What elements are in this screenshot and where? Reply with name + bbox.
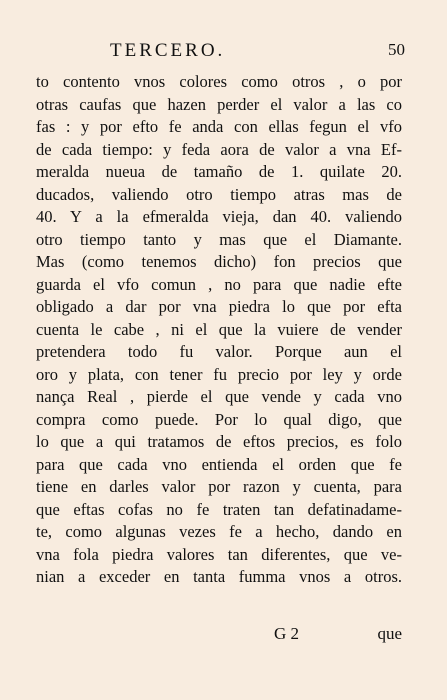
text-line: compra como puede. Por lo qual digo, que [36,409,402,429]
running-head: TERCERO. [110,40,226,61]
text-line: oro y plata, con tener fu precio por ley y orde [36,364,402,384]
text-line: pretendera todo fu valor. Porque aun el [36,342,402,361]
text-line: cuenta le cabe , ni el que la vuiere de vender [36,319,402,339]
text-line: lo que a qui tratamos de eftos precios, es folo [36,432,402,451]
text-line: para que cada vno entienda el orden que fe [36,454,402,474]
body-text [36,71,402,589]
text-line: que eftas cofas no fe traten tan defatinadame- [36,499,402,519]
text-line: vna fola piedra valores tan diferentes, que ve- [36,544,402,564]
text-line: nian a exceder en tanta fumma vnos a otros. [36,567,402,586]
text-line: to contento vnos colores como otros , o por [36,72,402,91]
text-line: guarda el vfo comun , no para que nadie efte [36,274,402,294]
text-line: te, como algunas vezes fe a hecho, dando en [36,522,402,541]
text-line: otro tiempo tanto y mas que el Diamante. [36,229,402,249]
text-line: nança Real , pierde el que vende y cada vno [36,387,402,406]
text-line: otras caufas que hazen perder el valor a las co [36,94,402,114]
text-line: Mas (como tenemos dicho) fon precios que [36,252,402,271]
text-line: ducados, valiendo otro tiempo atras mas de [36,184,402,204]
text-line: obligado a dar por vna piedra lo que por efta [36,297,402,316]
text-line: de cada tiempo: y feda aora de valor a vna Ef- [36,139,402,159]
catchword: que [377,624,402,643]
text-line: meralda nueua de tamaño de 1. quilate 20. [36,162,402,181]
text-line: tiene en darles valor por razon y cuenta, para [36,477,402,496]
page-number: 50 [388,40,405,59]
page-footer [36,624,402,646]
signature-mark: G 2 [274,624,300,643]
text-line: 40. Y a la efmeralda vieja, dan 40. valiendo [36,207,402,226]
text-line: fas : y por efto fe anda con ellas fegun el vfo [36,117,402,136]
